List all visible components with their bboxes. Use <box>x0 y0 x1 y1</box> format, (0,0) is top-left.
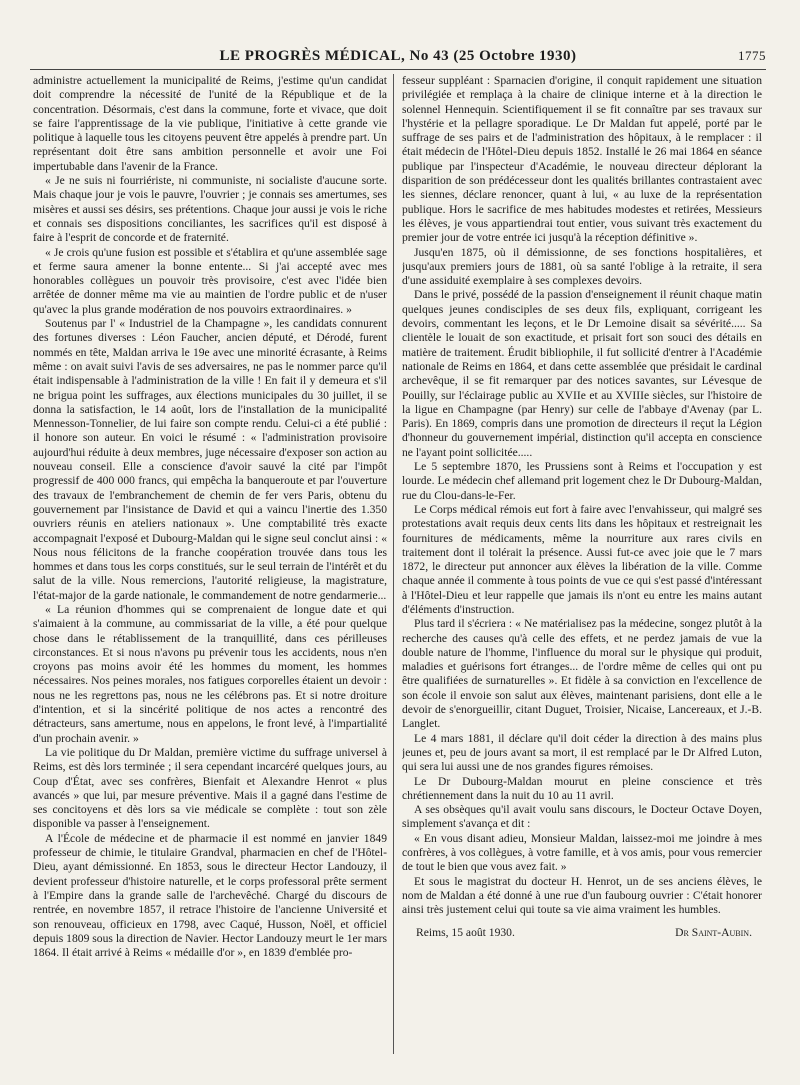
paragraph: Le Dr Dubourg-Maldan mourut en pleine conscience et très chrétiennement dans la nuit du 10 au 11 avril. <box>402 774 762 802</box>
paragraph: A l'École de médecine et de pharmacie il est nommé en janvier 1849 professeur de chimie, le titulaire Grandval, pharmacien en chef de l'Hôtel-Dieu, ayant démissionné. En 1853, sous le directeur Hector Landouzy, il devient professeur d'histoire naturelle, et le corps professoral prête serment à l'Empire dans la grande salle de l'archevêché. Chargé du discours de rentrée, en novembre 1857, il retrace l'histoire de l'ancienne Université et son renouveau, officieux en 1798, avec Caqué, Husson, Noël, et officiel depuis 1809 sous la direction de Navier. Hector Landouzy meurt le 1er mars 1864. Il était arrivé à Reims « médaille d'or », en 1839 d'emblée pro- <box>33 831 387 960</box>
journal-title: LE PROGRÈS MÉDICAL, No 43 (25 Octobre 1930) <box>219 47 577 64</box>
header-rule <box>30 69 766 70</box>
paragraph: Le Corps médical rémois eut fort à faire avec l'envahisseur, qui malgré ses protestations avait requis deux cents lits dans les hôpitaux et restreignait les fournitures de médicaments, même la nourriture aux rares civils en traitement dont il tolérait la présence. Aussi fut-ce avec joie que le 7 mars 1872, le directeur put annoncer aux élèves la libération de la ville. Comme chaque année il commente à tous points de vue ce qui s'est passé d'intéressant à l'Hôtel-Dieu et leur rappelle que jamais ils n'ont eu entre les mains autant d'éléments d'instruction. <box>402 502 762 616</box>
paragraph: Le 5 septembre 1870, les Prussiens sont à Reims et l'occupation y est lourde. Le médecin chef allemand prit logement chez le Dr Dubourg-Maldan, rue du Clou-dans-le-Fer. <box>402 460 762 502</box>
paragraph: Le 4 mars 1881, il déclare qu'il doit céder la direction à des mains plus jeunes et, peu de jours avant sa mort, il est remplacé par le Dr Alfred Luton, qui sera lui aussi une de nos grandes figures rémoises. <box>402 731 762 774</box>
paragraph: Dans le privé, possédé de la passion d'enseignement il réunit chaque matin quelques jeunes condisciples de ses deux fils, expliquant, corrigeant les devoirs, commentant les leçons, et le Dr Lemoine disait sa sévérité..... Sa clientèle le louait de son exactitude, et prisait fort son souci des détails en matière de traitement. Érudit bibliophile, il fut sollicité d'entrer à l'Académie nationale de Reims en 1864, et dans cette assemblée que présidait le cardinal archevêque, il se fit remarquer par des notices savantes, sur Lévesque de Pouilly, sur l'éclairage public au XVIIe et au XVIIIe siècles, sur l'histoire de la ligue en Champagne (par Henry) sur celle de l'abbaye d'Avenay (par L. Paris). En 1869, compris dans une promotion de directeurs il reçut la Légion d'honneur du gouvernement impérial, distinction qu'il accepta en conscience ne l'ayant point sollicitée..... <box>402 288 762 459</box>
paragraph: « En vous disant adieu, Monsieur Maldan, laissez-moi me joindre à mes confrères, à vos collègues, à votre famille, et à vos amis, pour vous remercier de tout le bien que vous avez fait. » <box>402 831 762 874</box>
paragraph: administre actuellement la municipalité de Reims, j'estime qu'un candidat doit comprendre la nécessité de l'unité de la République et de la concentration. Désormais, c'est dans la commune, forte et vivace, que doit se faire l'apprentissage de la vie publique, l'initiative à cette grande vie politique à laquelle tous les citoyens peuvent être appelés à prendre part. Un représentant doit être sans ambition personnelle et avoir une Foi impertubable dans l'avenir de la France. <box>33 74 387 173</box>
right-column <box>402 74 762 1059</box>
paragraph: fesseur suppléant : Sparnacien d'origine, il conquit rapidement une situation privilégiée et remplaça à la chaire de clinique interne et à la direction le solennel Hennequin. Scientifiquement il se fit connaître par ses travaux sur l'hystérie et la pellagre sporadique. Le Dr Maldan fut appelé, porté par le suffrage de ses pairs et de l'administration des hôpitaux, à le remplacer : il était médecin de l'Hôtel-Dieu depuis 1852. Installé le 26 mai 1864 en séance publique par l'inspecteur d'Académie, le nouveau directeur déplorant la disparition de son prédécesseur dont les qualités brillantes contrastaient avec les siennes, déclare renoncer, quant à lui, « au luxe de la représentation publique. Hors le sacrifice de mes habitudes modestes et retirées, Messieurs les élèves, je vous appartiendrai tout entier, vous suivant très exactement du premier jour de votre entrée ici jusqu'à la réception définitive ». <box>402 74 762 245</box>
paragraph: Jusqu'en 1875, où il démissionne, de ses fonctions hospitalières, et jusqu'aux premiers jours de 1881, où sa santé l'oblige à la retraite, il sera d'une assiduité exemplaire à ses complexes devoirs. <box>402 245 762 288</box>
page-number: 1775 <box>738 48 766 63</box>
left-column <box>33 74 387 1059</box>
running-header <box>30 44 766 68</box>
place-date: Reims, 15 août 1930. <box>416 925 515 939</box>
paragraph: La vie politique du Dr Maldan, première victime du suffrage universel à Reims, est dès lors terminée ; il sera cependant incarcéré quelques jours, au Coup d'État, avec ses confrères, Bienfait et Alexandre Henrot « plus avancés » que lui, par mesure préventive. Mais il a gagné dans l'estime de ses concitoyens et dès lors sa vie médicale se complète : tout son zèle disponible va passer à l'enseignement. <box>33 745 387 831</box>
paragraph: « Je ne suis ni fourriériste, ni communiste, ni socialiste d'aucune sorte. Mais chaque jour je vois le pauvre, l'ouvrier ; je connais ses amertumes, ses misères et aussi ses désirs, ses prétentions. Chaque jour aussi je vois le riche et connais ses dispositions conciliantes, les sacrifices qu'il est disposé à faire à l'esprit de concorde et de fraternité. <box>33 174 387 245</box>
signoff <box>402 926 762 940</box>
column-divider <box>393 74 394 1054</box>
paragraph: Et sous le magistrat du docteur H. Henrot, un de ses anciens élèves, le nom de Maldan a été donné à une rue d'un faubourg ouvrier : C'était honorer ainsi très justement celui qui toute sa vie aima vraiment les humbles. <box>402 874 762 917</box>
paragraph: « La réunion d'hommes qui se comprenaient de longue date et qui s'aimaient à la commune, au commissariat de la ville, a été pour quelque chose dans le rétablissement de la tranquillité, dans ces périlleuses circonstances. Et si nous n'avons pu prévenir tous les accidents, nous n'en croyons pas moins avoir été les hommes du moment, les hommes nécessaires. Nos peines morales, nos fatigues corporelles étaient un devoir : nous ne les regrettons pas, nous ne les célébrons pas. Et si notre droiture d'intention, et si la sincérité politique de nos actes a rencontré des détracteurs, sans amertume, nous en appelons, le front levé, à l'impartialité d'un prochain avenir. » <box>33 602 387 745</box>
author-signature: Dr Saint-Aubin. <box>675 925 752 939</box>
paragraph: « Je crois qu'une fusion est possible et s'établira et qu'une assemblée sage et ferme saura amener la bonne entente... Si j'ai accepté avec mes honorables collègues un pouvoir très provisoire, c'est avec l'idée bien arrêtée de donner même ma vie au maintien de l'ordre public et de n'user qu'avec la plus grande modération de nos pouvoirs extraordinaires. » <box>33 245 387 316</box>
paragraph: A ses obsèques qu'il avait voulu sans discours, le Docteur Octave Doyen, simplement s'avança et dit : <box>402 803 762 831</box>
paragraph: Soutenus par l' « Industriel de la Champagne », les candidats connurent des fortunes diverses : Léon Faucher, ancien député, et Dérodé, furent nommés en tête, Maldan arriva le 19e avec une minorité écrasante, à Reims même : on avait suivi l'avis de ses adversaires, ne pas le nommer parce qu'il était indispensable à l'administration de la ville ! En fait il y demeura et s'il ne brigua point les suffrages, aux élections municipales du 30 juillet, il se donna la satisfaction, le 14 août, lors de l'installation de la municipalité Mennesson-Tonnelier, de lui faire son compte rendu. Celui-ci a été publié : il honore son auteur. En voici le résumé : « l'administration provisoire aujourd'hui réduite à deux membres, juge nécessaire d'exposer son action au nouveau conseil. Elle a conscience d'avoir sauvé la cité par l'impôt progressif de 400 000 francs, qui empêcha la banqueroute et par l'ouverture des travaux de l'embranchement de chemin de fer vers Paris, obtenu du gouvernement par l'insistance de David et qui a vaincu l'inertie des 1.350 ouvriers réunis en ateliers nationaux ». Une comptabilité très exacte accompagnait l'exposé et Dubourg-Maldan qui le signe seul conclut ainsi : « Nous nous félicitons de la franche coopération trouvée dans tous les hommes et dans tous les corps constitués, sur le seul terrain de l'intérêt et du salut de la ville. Nous remercions, l'autorité religieuse, la magistrature, l'état-major de la garde nationale, le commandement de notre gendarmerie... <box>33 317 387 602</box>
paragraph: Plus tard il s'écriera : « Ne matérialisez pas la médecine, songez plutôt à la recherche des causes qu'à celle des effets, et ne perdez jamais de vue la double nature de l'homme, l'influence du moral sur le physique qui produit, maladies et guérisons fort étranges... de l'ordre même de celles qui ont pu être qualifiées de surnaturelles ». Et fidèle à sa conviction en l'excellence de son école il envoie son salut aux élèves, maintenant parisiens, dont elle a le devoir de s'enorgueillir, citant Duguet, Troisier, Nicaise, Lancereaux, et J.-B. Langlet. <box>402 617 762 731</box>
